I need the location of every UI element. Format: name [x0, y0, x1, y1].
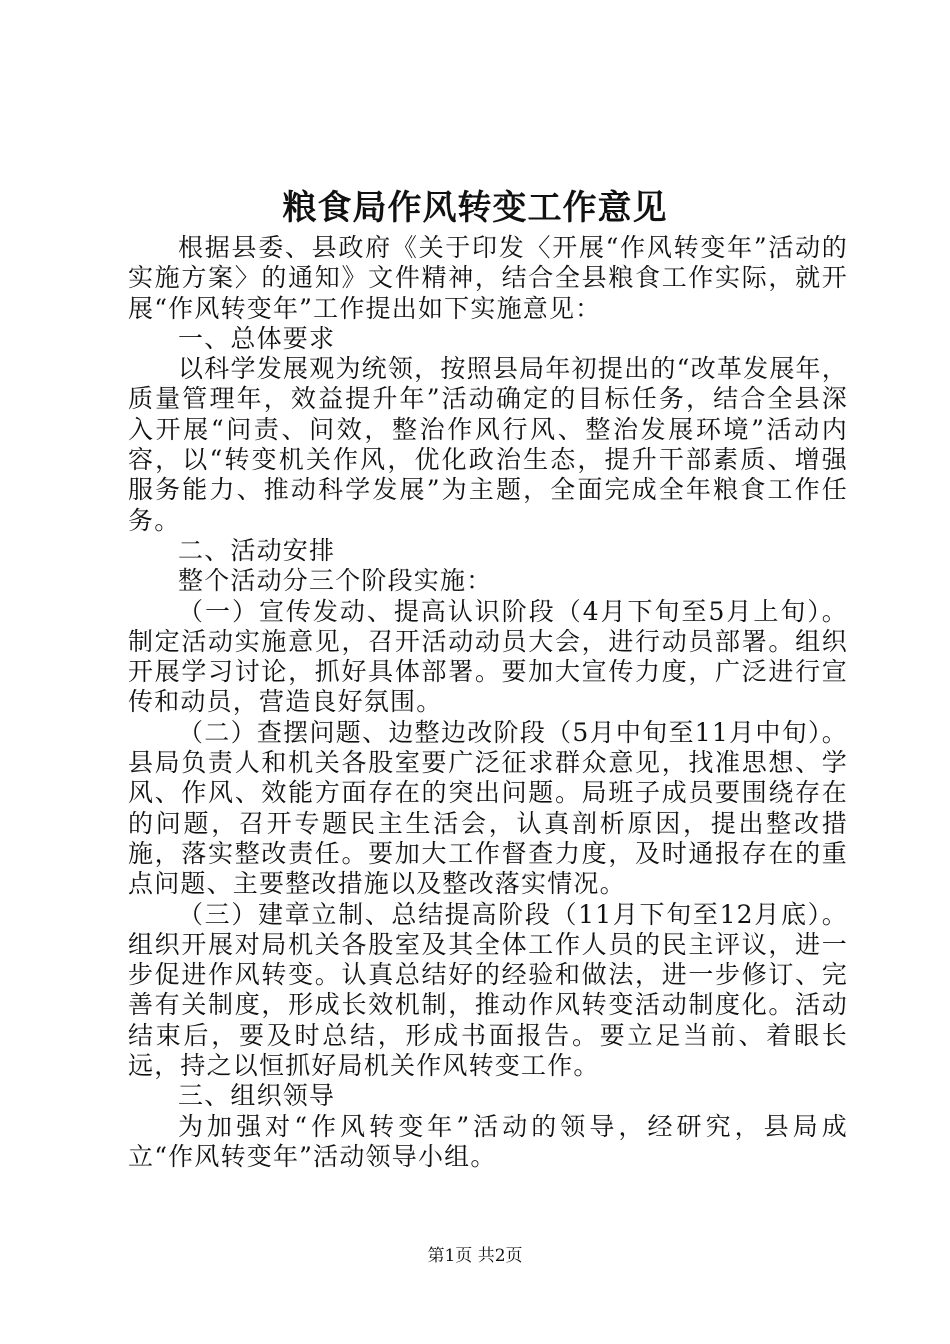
- intro-paragraph: 根据县委、县政府《关于印发〈开展“作风转变年”活动的实施方案〉的通知》文件精神，结合全县粮食工作实际，就开展“作风转变年”工作提出如下实施意见：: [128, 233, 848, 323]
- section-heading-1: 一、总体要求: [178, 323, 336, 353]
- document-title: 粮食局作风转变工作意见: [282, 188, 668, 228]
- document-body: [128, 233, 848, 1172]
- phase-3-paragraph: （三）建章立制、总结提高阶段（11月下旬至12月底）。组织开展对局机关各股室及其全体工作人员的民主评议，进一步促进作风转变。认真总结好的经验和做法，进一步修订、完善有关制度，形成长效机制，推动作风转变活动制度化。活动结束后，要及时总结，形成书面报告。要立足当前、着眼长远，持之以恒抓好局机关作风转变工作。: [128, 899, 848, 1081]
- leadership-paragraph: 为加强对“作风转变年”活动的领导，经研究，县局成立“作风转变年”活动领导小组。: [128, 1111, 848, 1171]
- section-heading-2: 二、活动安排: [178, 535, 336, 565]
- phase-2-paragraph: （二）查摆问题、边整边改阶段（5月中旬至11月中旬）。县局负责人和机关各股室要广泛征求群众意见，找准思想、学风、作风、效能方面存在的突出问题。局班子成员要围绕存在的问题，召开专题民主生活会，认真剖析原因，提出整改措施，落实整改责任。要加大工作督查力度，及时通报存在的重点问题、主要整改措施以及整改落实情况。: [128, 717, 848, 899]
- page-footer: 第1页 共2页: [427, 1246, 523, 1266]
- general-requirements-paragraph: 以科学发展观为统领，按照县局年初提出的“改革发展年，质量管理年，效益提升年”活动确定的目标任务，结合全县深入开展“问责、问效，整治作风行风、整治发展环境”活动内容，以“转变机关作风，优化政治生态，提升干部素质、增强服务能力、推动科学发展”为主题，全面完成全年粮食工作任务。: [128, 354, 848, 535]
- phase-1-paragraph: （一）宣传发动、提高认识阶段（4月下旬至5月上旬）。制定活动实施意见，召开活动动员大会，进行动员部署。组织开展学习讨论，抓好具体部署。要加大宣传力度，广泛进行宣传和动员，营造良好氛围。: [128, 596, 848, 717]
- phases-intro-paragraph: 整个活动分三个阶段实施：: [178, 566, 493, 596]
- section-heading-3: 三、组织领导: [178, 1081, 336, 1111]
